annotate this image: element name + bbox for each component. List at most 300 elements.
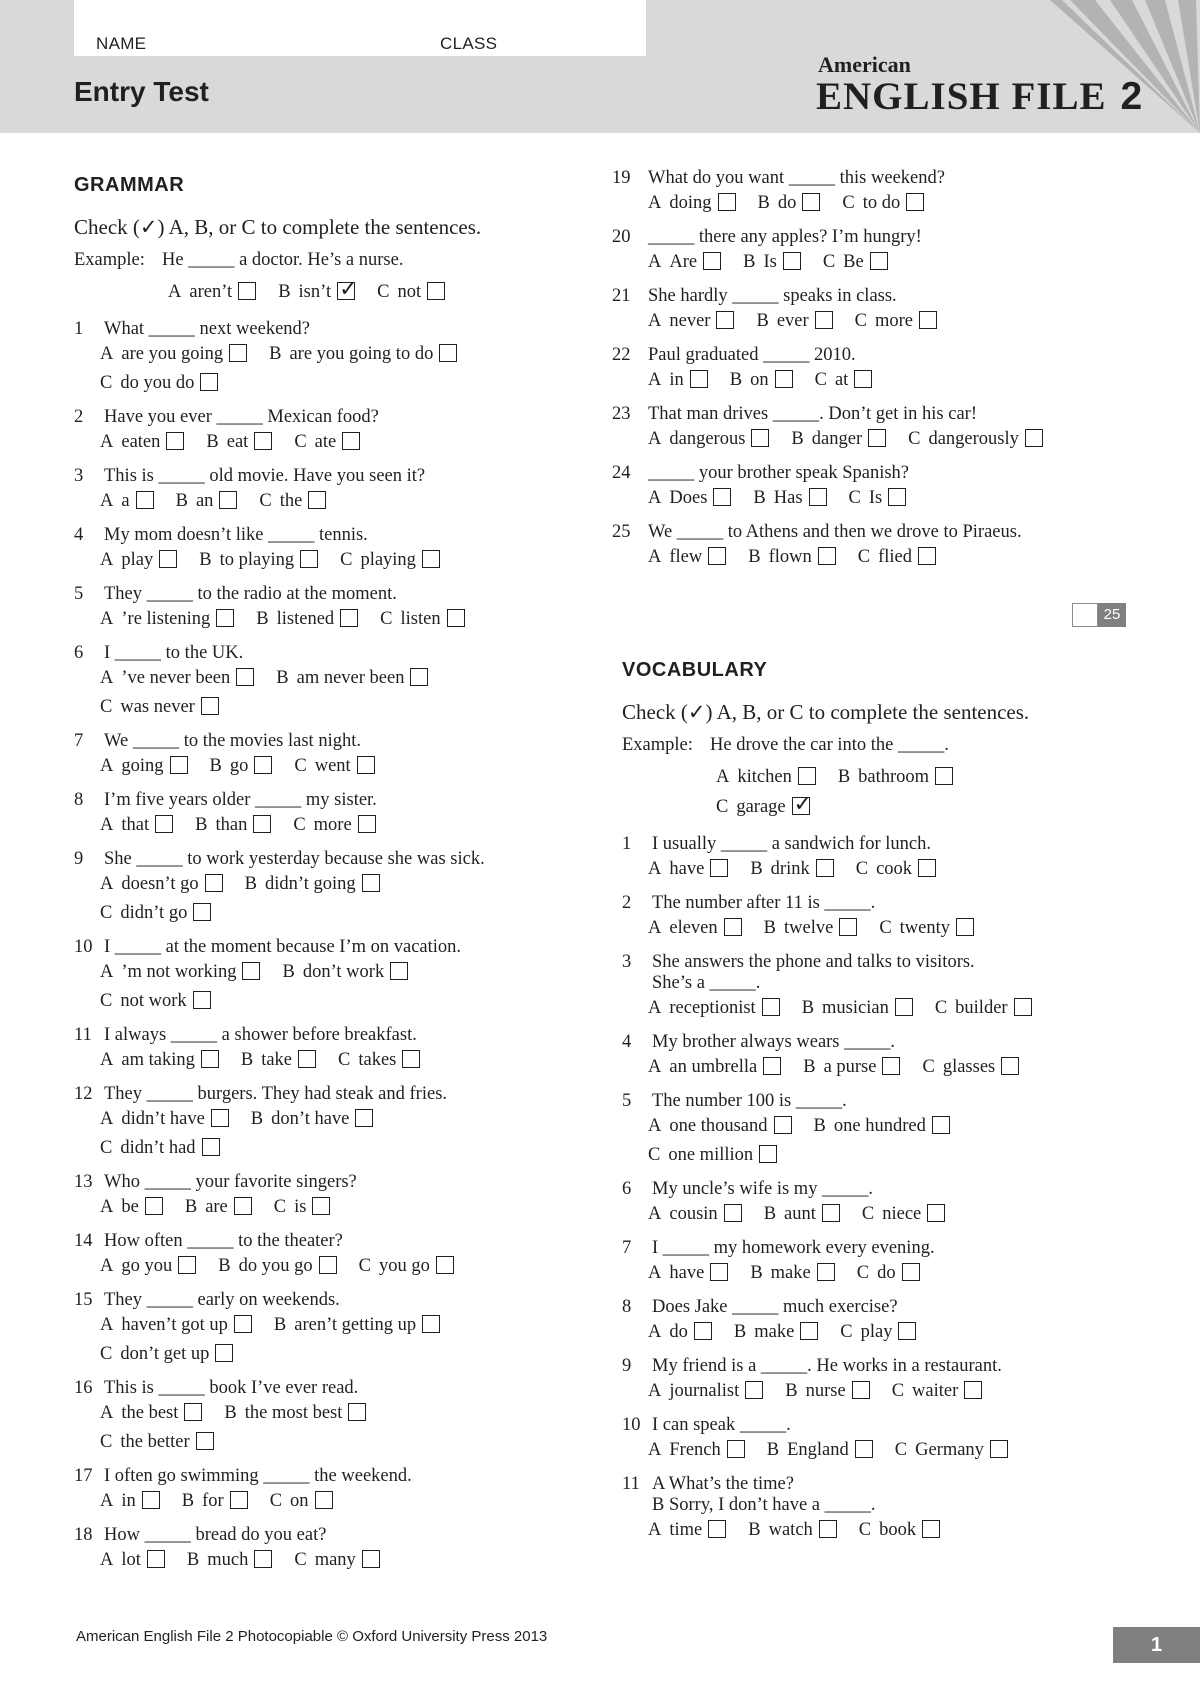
answer-option[interactable]	[256, 605, 358, 634]
answer-checkbox[interactable]	[427, 282, 445, 300]
answer-option[interactable]	[648, 1516, 726, 1545]
answer-checkbox[interactable]	[402, 1050, 420, 1068]
answer-checkbox[interactable]	[362, 874, 380, 892]
question-text: Paul graduated _____ 2010.	[648, 345, 856, 365]
answer-option[interactable]	[100, 1340, 233, 1369]
answer-checkbox[interactable]	[710, 1263, 728, 1281]
question-text: My mom doesn’t like _____ tennis.	[104, 525, 368, 545]
option-text: ’m not working	[121, 962, 237, 982]
answer-checkbox[interactable]	[355, 1109, 373, 1127]
answer-option[interactable]	[922, 1053, 1019, 1082]
answer-checkbox[interactable]	[436, 1256, 454, 1274]
answer-checkbox[interactable]	[254, 1550, 272, 1568]
answer-option[interactable]	[224, 1399, 366, 1428]
answer-checkbox[interactable]	[298, 1050, 316, 1068]
answer-option[interactable]	[100, 487, 154, 516]
question-number: 23	[612, 404, 631, 424]
answer-option[interactable]	[241, 1046, 316, 1075]
answer-option[interactable]	[716, 762, 816, 792]
answer-checkbox[interactable]	[242, 962, 260, 980]
option-text: takes	[358, 1050, 397, 1070]
answer-option[interactable]	[100, 664, 254, 693]
answer-option[interactable]	[245, 870, 380, 899]
answer-option[interactable]	[100, 752, 188, 781]
answer-checkbox[interactable]	[357, 756, 375, 774]
answer-option[interactable]	[100, 428, 184, 457]
answer-option[interactable]	[377, 277, 445, 307]
answer-checkbox[interactable]	[166, 432, 184, 450]
answer-option[interactable]	[210, 752, 273, 781]
answer-checkbox[interactable]	[922, 1520, 940, 1538]
answer-option[interactable]	[814, 1112, 950, 1141]
answer-checkbox[interactable]	[196, 1432, 214, 1450]
option-letter: A	[648, 252, 662, 272]
answer-checkbox[interactable]	[205, 874, 223, 892]
answer-checkbox[interactable]	[202, 1138, 220, 1156]
answer-option[interactable]	[648, 914, 742, 943]
answer-checkbox[interactable]	[348, 1403, 366, 1421]
answer-checkbox[interactable]	[783, 252, 801, 270]
answer-option[interactable]	[730, 366, 793, 395]
answer-checkbox[interactable]	[312, 1197, 330, 1215]
question-line	[622, 952, 1142, 973]
answer-checkbox[interactable]	[816, 859, 834, 877]
answer-checkbox[interactable]	[716, 311, 734, 329]
answer-checkbox[interactable]	[762, 998, 780, 1016]
options-row	[612, 307, 1132, 336]
answer-checkbox[interactable]	[927, 1204, 945, 1222]
question-number: 3	[622, 952, 632, 972]
answer-checkbox[interactable]	[216, 609, 234, 627]
answer-checkbox[interactable]	[170, 756, 188, 774]
answer-option[interactable]	[648, 484, 731, 513]
answer-checkbox[interactable]	[724, 1204, 742, 1222]
answer-option[interactable]	[100, 987, 211, 1016]
answer-option[interactable]	[100, 693, 219, 722]
answer-option[interactable]	[743, 248, 801, 277]
answer-checkbox[interactable]	[300, 550, 318, 568]
answer-checkbox[interactable]	[855, 1440, 873, 1458]
answer-checkbox[interactable]	[906, 193, 924, 211]
question-line	[622, 834, 1142, 855]
answer-checkbox[interactable]	[1025, 429, 1043, 447]
option-text: the	[279, 491, 303, 511]
answer-checkbox[interactable]	[178, 1256, 196, 1274]
answer-option[interactable]	[648, 1436, 745, 1465]
answer-option[interactable]	[100, 1105, 229, 1134]
answer-checkbox[interactable]	[211, 1109, 229, 1127]
answer-checkbox[interactable]	[815, 311, 833, 329]
answer-option[interactable]	[648, 1377, 763, 1406]
answer-checkbox[interactable]	[822, 1204, 840, 1222]
answer-option[interactable]	[294, 1546, 379, 1575]
question-text: The number 100 is _____.	[652, 1091, 847, 1111]
option-letter: A	[100, 1109, 114, 1129]
answer-checkbox[interactable]	[798, 767, 816, 785]
answer-checkbox[interactable]	[713, 488, 731, 506]
answer-checkbox[interactable]	[193, 991, 211, 1009]
answer-option[interactable]	[802, 994, 913, 1023]
option-text: Has	[773, 488, 803, 508]
answer-option[interactable]	[100, 340, 247, 369]
answer-option[interactable]	[648, 543, 726, 572]
option-letter: A	[716, 767, 730, 787]
answer-option[interactable]	[858, 543, 936, 572]
answer-checkbox[interactable]	[918, 859, 936, 877]
answer-checkbox[interactable]	[792, 797, 810, 815]
option-letter: C	[259, 491, 272, 511]
answer-option[interactable]	[251, 1105, 374, 1134]
answer-checkbox[interactable]	[818, 547, 836, 565]
answer-option[interactable]	[648, 1259, 728, 1288]
answer-checkbox[interactable]	[902, 1263, 920, 1281]
answer-option[interactable]	[100, 811, 173, 840]
answer-checkbox[interactable]	[254, 432, 272, 450]
answer-option[interactable]	[168, 277, 256, 307]
question	[74, 937, 594, 1016]
answer-option[interactable]	[859, 1516, 940, 1545]
answer-checkbox[interactable]	[253, 815, 271, 833]
answer-checkbox[interactable]	[854, 370, 872, 388]
answer-checkbox[interactable]	[390, 962, 408, 980]
answer-option[interactable]	[734, 1318, 818, 1347]
option-text: to playing	[219, 550, 295, 570]
answer-checkbox[interactable]	[964, 1381, 982, 1399]
answer-checkbox[interactable]	[751, 429, 769, 447]
answer-option[interactable]	[758, 189, 821, 218]
answer-checkbox[interactable]	[800, 1322, 818, 1340]
answer-option[interactable]	[100, 1252, 196, 1281]
options-row	[612, 543, 1132, 572]
question-line	[74, 1084, 594, 1105]
answer-option[interactable]	[648, 1318, 712, 1347]
option-text: journalist	[669, 1381, 740, 1401]
answer-checkbox[interactable]	[147, 1550, 165, 1568]
answer-checkbox[interactable]	[422, 550, 440, 568]
answer-checkbox[interactable]	[708, 547, 726, 565]
answer-checkbox[interactable]	[238, 282, 256, 300]
answer-checkbox[interactable]	[142, 1491, 160, 1509]
option-letter: A	[648, 311, 662, 331]
answer-checkbox[interactable]	[234, 1315, 252, 1333]
answer-checkbox[interactable]	[184, 1403, 202, 1421]
answer-option[interactable]	[185, 1193, 252, 1222]
answer-checkbox[interactable]	[932, 1116, 950, 1134]
answer-checkbox[interactable]	[763, 1057, 781, 1075]
answer-option[interactable]	[218, 1252, 336, 1281]
answer-option[interactable]	[100, 1311, 252, 1340]
answer-checkbox[interactable]	[718, 193, 736, 211]
options-row	[74, 340, 594, 369]
option-letter: A	[100, 1197, 114, 1217]
answer-checkbox[interactable]	[809, 488, 827, 506]
answer-option[interactable]	[857, 1259, 920, 1288]
answer-checkbox[interactable]	[868, 429, 886, 447]
option-text: is	[294, 1197, 307, 1217]
answer-checkbox[interactable]	[918, 547, 936, 565]
answer-checkbox[interactable]	[935, 767, 953, 785]
answer-checkbox[interactable]	[447, 609, 465, 627]
answer-option[interactable]	[838, 762, 953, 792]
answer-option[interactable]	[892, 1377, 983, 1406]
answer-checkbox[interactable]	[708, 1520, 726, 1538]
option-text: doesn’t go	[121, 874, 199, 894]
answer-checkbox[interactable]	[201, 697, 219, 715]
answer-checkbox[interactable]	[802, 193, 820, 211]
answer-option[interactable]	[100, 958, 260, 987]
answer-option[interactable]	[785, 1377, 869, 1406]
answer-option[interactable]	[748, 543, 836, 572]
answer-checkbox[interactable]	[229, 344, 247, 362]
option-text: more	[875, 311, 914, 331]
option-text: dangerously	[928, 429, 1019, 449]
answer-checkbox[interactable]	[775, 370, 793, 388]
answer-checkbox[interactable]	[358, 815, 376, 833]
answer-option[interactable]	[648, 248, 721, 277]
answer-option[interactable]	[648, 189, 736, 218]
answer-option[interactable]	[648, 1200, 742, 1229]
answer-option[interactable]	[293, 811, 375, 840]
option-letter: C	[293, 815, 306, 835]
answer-checkbox[interactable]	[230, 1491, 248, 1509]
answer-checkbox[interactable]	[759, 1145, 777, 1163]
answer-option[interactable]	[359, 1252, 454, 1281]
option-letter: B	[209, 756, 222, 776]
option-text: a	[121, 491, 130, 511]
option-text: the best	[121, 1403, 179, 1423]
answer-checkbox[interactable]	[136, 491, 154, 509]
answer-checkbox[interactable]	[919, 311, 937, 329]
answer-option[interactable]	[764, 1200, 840, 1229]
question-line	[622, 1091, 1142, 1112]
answer-option[interactable]	[100, 1046, 219, 1075]
options-row	[622, 1141, 1142, 1170]
answer-option[interactable]	[750, 855, 833, 884]
answer-option[interactable]	[187, 1546, 272, 1575]
answer-checkbox[interactable]	[895, 998, 913, 1016]
answer-option[interactable]	[856, 855, 936, 884]
option-text: do you go	[238, 1256, 313, 1276]
answer-checkbox[interactable]	[727, 1440, 745, 1458]
answer-checkbox[interactable]	[882, 1057, 900, 1075]
answer-option[interactable]	[648, 855, 728, 884]
answer-option[interactable]	[648, 1053, 781, 1082]
answer-checkbox[interactable]	[690, 370, 708, 388]
answer-option[interactable]	[100, 546, 177, 575]
answer-option[interactable]	[716, 792, 810, 822]
answer-option[interactable]	[935, 994, 1032, 1023]
answer-option[interactable]	[767, 1436, 873, 1465]
option-text: didn’t have	[121, 1109, 205, 1129]
answer-option[interactable]	[100, 1193, 163, 1222]
answer-option[interactable]	[648, 994, 780, 1023]
answer-option[interactable]	[338, 1046, 420, 1075]
answer-option[interactable]	[840, 1318, 916, 1347]
option-letter: B	[269, 344, 282, 364]
answer-option[interactable]	[791, 425, 886, 454]
answer-option[interactable]	[849, 484, 907, 513]
answer-checkbox[interactable]	[819, 1520, 837, 1538]
option-letter: B	[218, 1256, 231, 1276]
answer-checkbox[interactable]	[852, 1381, 870, 1399]
answer-option[interactable]	[100, 870, 223, 899]
answer-checkbox[interactable]	[724, 918, 742, 936]
option-text: ’re listening	[121, 609, 211, 629]
answer-option[interactable]	[748, 1516, 837, 1545]
answer-checkbox[interactable]	[745, 1381, 763, 1399]
answer-checkbox[interactable]	[703, 252, 721, 270]
answer-option[interactable]	[648, 425, 769, 454]
answer-checkbox[interactable]	[839, 918, 857, 936]
answer-checkbox[interactable]	[215, 1344, 233, 1362]
answer-checkbox[interactable]	[159, 550, 177, 568]
answer-checkbox[interactable]	[956, 918, 974, 936]
answer-option[interactable]	[823, 248, 888, 277]
option-letter: B	[256, 609, 269, 629]
option-text: not work	[120, 991, 187, 1011]
answer-option[interactable]	[815, 366, 873, 395]
example-lead: Example:	[74, 250, 145, 270]
answer-option[interactable]	[195, 811, 271, 840]
question-text: How often _____ to the theater?	[104, 1231, 343, 1251]
answer-checkbox[interactable]	[439, 344, 457, 362]
answer-checkbox[interactable]	[694, 1322, 712, 1340]
answer-option[interactable]	[879, 914, 974, 943]
options-row	[716, 762, 1142, 792]
answer-option[interactable]	[756, 307, 832, 336]
option-letter: C	[891, 1381, 905, 1401]
answer-checkbox[interactable]	[422, 1315, 440, 1333]
answer-option[interactable]	[259, 487, 326, 516]
answer-checkbox[interactable]	[888, 488, 906, 506]
option-text: listen	[400, 609, 441, 629]
answer-option[interactable]	[100, 1399, 202, 1428]
answer-checkbox[interactable]	[254, 756, 272, 774]
answer-checkbox[interactable]	[308, 491, 326, 509]
option-letter: C	[100, 697, 113, 717]
answer-option[interactable]	[274, 1193, 331, 1222]
answer-option[interactable]	[276, 664, 428, 693]
answer-option[interactable]	[908, 425, 1043, 454]
question	[622, 834, 1142, 884]
answer-checkbox[interactable]	[201, 1050, 219, 1068]
answer-checkbox[interactable]	[817, 1263, 835, 1281]
option-text: Germany	[915, 1440, 984, 1460]
answer-option[interactable]	[648, 307, 734, 336]
answer-checkbox[interactable]	[1014, 998, 1032, 1016]
answer-checkbox[interactable]	[193, 903, 211, 921]
answer-option[interactable]	[206, 428, 272, 457]
answer-checkbox[interactable]	[990, 1440, 1008, 1458]
answer-checkbox[interactable]	[362, 1550, 380, 1568]
answer-option[interactable]	[100, 369, 218, 398]
answer-option[interactable]	[282, 958, 408, 987]
answer-option[interactable]	[753, 484, 826, 513]
question	[622, 1415, 1142, 1465]
question	[612, 227, 1132, 277]
answer-option[interactable]	[100, 1428, 214, 1457]
options-row	[74, 369, 594, 398]
answer-checkbox[interactable]	[234, 1197, 252, 1215]
answer-option[interactable]	[862, 1200, 945, 1229]
answer-option[interactable]	[176, 487, 238, 516]
question-number: 9	[74, 849, 84, 869]
answer-checkbox[interactable]	[315, 1491, 333, 1509]
answer-option[interactable]	[340, 546, 440, 575]
question	[622, 1091, 1142, 1170]
option-letter: C	[822, 252, 836, 272]
answer-checkbox[interactable]	[337, 282, 355, 300]
answer-checkbox[interactable]	[155, 815, 173, 833]
answer-checkbox[interactable]	[410, 668, 428, 686]
answer-option[interactable]	[100, 899, 211, 928]
option-text: do you do	[120, 373, 195, 393]
answer-option[interactable]	[294, 428, 360, 457]
answer-checkbox[interactable]	[870, 252, 888, 270]
answer-option[interactable]	[294, 752, 374, 781]
answer-option[interactable]	[100, 1134, 220, 1163]
question-text: I _____ at the moment because I’m on vacation.	[104, 937, 462, 957]
answer-option[interactable]	[100, 1487, 160, 1516]
question	[74, 643, 594, 722]
answer-option[interactable]	[750, 1259, 834, 1288]
score-input[interactable]	[1072, 603, 1098, 627]
question	[74, 319, 594, 398]
option-letter: A	[648, 1440, 662, 1460]
question-number: 4	[74, 525, 84, 545]
answer-option[interactable]	[764, 914, 858, 943]
answer-option[interactable]	[274, 1311, 440, 1340]
answer-option[interactable]	[199, 546, 318, 575]
answer-checkbox[interactable]	[145, 1197, 163, 1215]
answer-checkbox[interactable]	[340, 609, 358, 627]
answer-option[interactable]	[278, 277, 355, 307]
answer-option[interactable]	[648, 1141, 777, 1170]
option-text: flew	[669, 547, 703, 567]
answer-checkbox[interactable]	[200, 373, 218, 391]
answer-checkbox[interactable]	[236, 668, 254, 686]
answer-option[interactable]	[100, 605, 234, 634]
answer-option[interactable]	[648, 366, 708, 395]
answer-checkbox[interactable]	[319, 1256, 337, 1274]
option-letter: B	[803, 1057, 816, 1077]
options-row	[622, 1053, 1142, 1082]
answer-checkbox[interactable]	[1001, 1057, 1019, 1075]
answer-checkbox[interactable]	[774, 1116, 792, 1134]
answer-option[interactable]	[270, 1487, 333, 1516]
answer-option[interactable]	[842, 189, 924, 218]
answer-option[interactable]	[380, 605, 464, 634]
answer-option[interactable]	[895, 1436, 1008, 1465]
answer-option[interactable]	[100, 1546, 165, 1575]
answer-option[interactable]	[855, 307, 937, 336]
option-text: eaten	[121, 432, 161, 452]
answer-option[interactable]	[648, 1112, 792, 1141]
option-text: much	[207, 1550, 249, 1570]
option-text: you go	[378, 1256, 430, 1276]
answer-checkbox[interactable]	[342, 432, 360, 450]
answer-checkbox[interactable]	[710, 859, 728, 877]
brand-logo	[816, 74, 1143, 119]
answer-checkbox[interactable]	[898, 1322, 916, 1340]
options-row	[74, 899, 594, 928]
answer-checkbox[interactable]	[219, 491, 237, 509]
answer-option[interactable]	[269, 340, 457, 369]
answer-option[interactable]	[182, 1487, 248, 1516]
option-letter: A	[648, 998, 662, 1018]
answer-option[interactable]	[803, 1053, 900, 1082]
question-line	[74, 643, 594, 664]
